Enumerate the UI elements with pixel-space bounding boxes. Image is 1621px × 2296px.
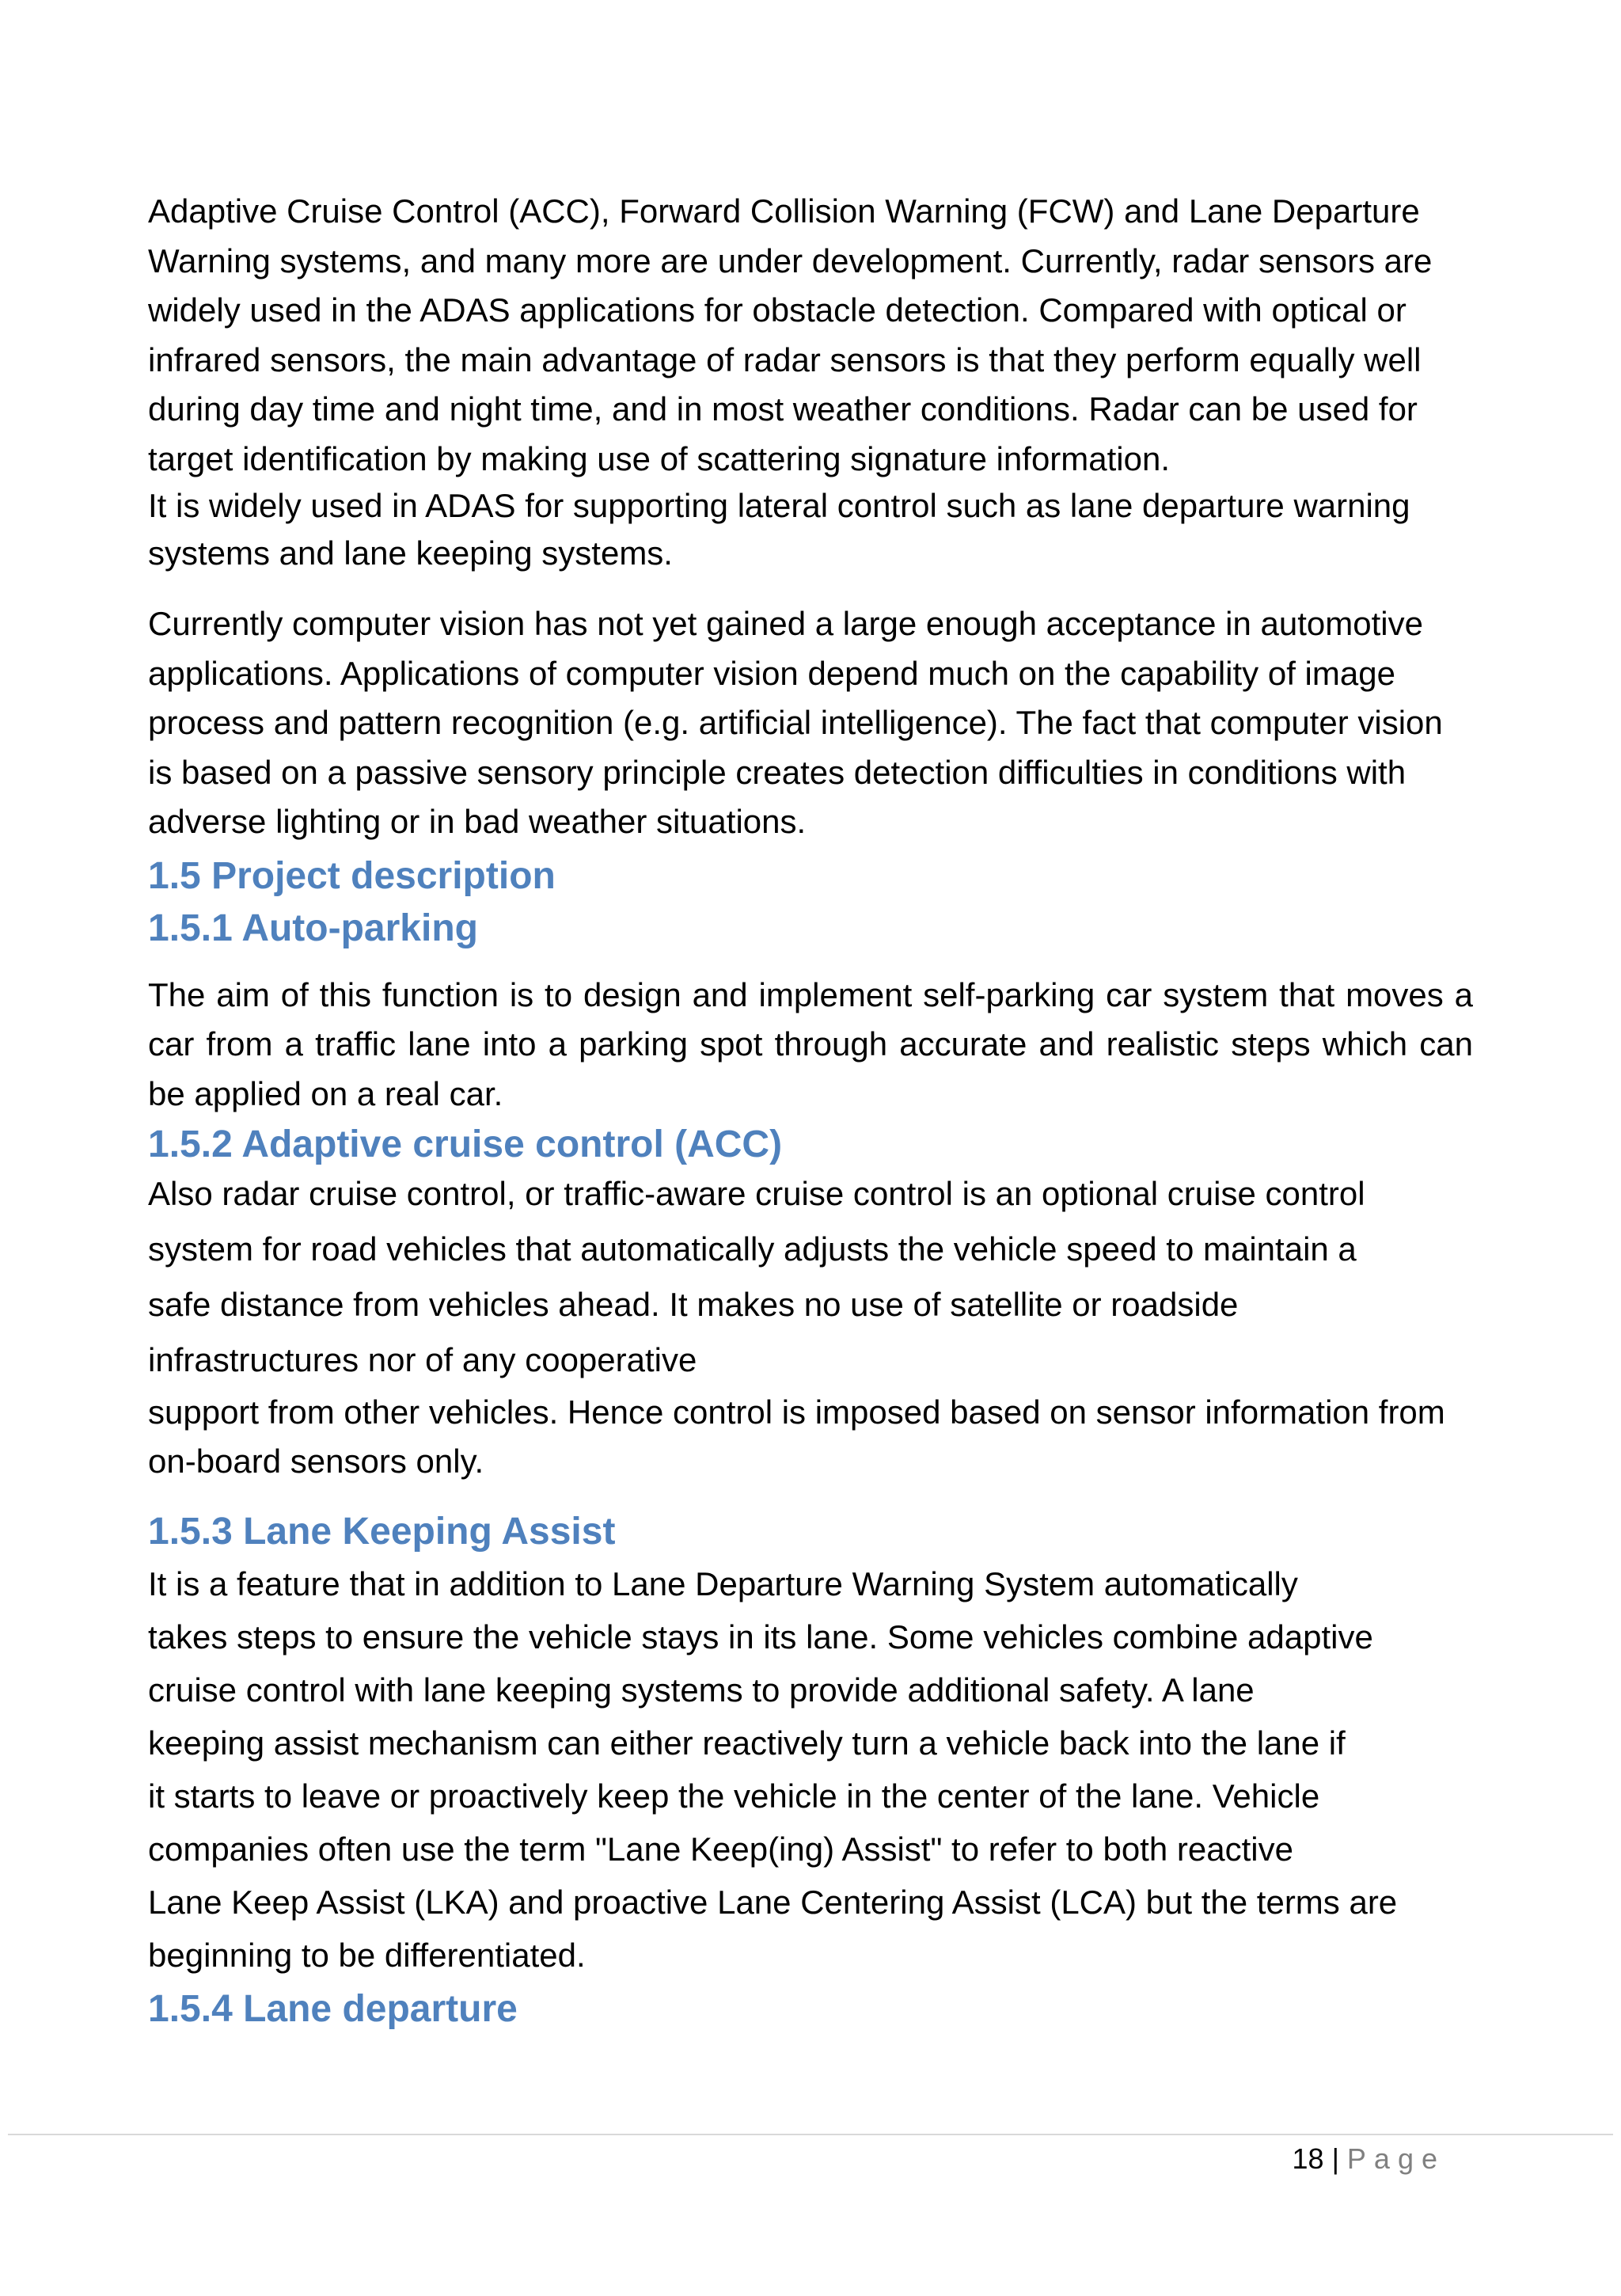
paragraph-lane-keeping-assist bbox=[148, 1557, 1473, 1982]
heading-lane-keeping-assist: 1.5.3 Lane Keeping Assist bbox=[148, 1511, 616, 1553]
lka-line: It is a feature that in addition to Lane Departure Warning System automatically bbox=[148, 1565, 1298, 1602]
acc-line-4: infrastructures nor of any cooperative bbox=[148, 1341, 697, 1378]
lka-line: keeping assist mechanism can either reactively turn a vehicle back into the lane if bbox=[148, 1724, 1346, 1762]
lka-line: it starts to leave or proactively keep the vehicle in the center of the lane. Vehicle bbox=[148, 1777, 1320, 1815]
paragraph-acc-continued: support from other vehicles. Hence control is imposed based on sensor information from on-board sensors only. bbox=[148, 1393, 1445, 1480]
acc-line-1: Also radar cruise control, or traffic-aware cruise control is an optional cruise control bbox=[148, 1175, 1365, 1212]
page-footer bbox=[1293, 2141, 1445, 2177]
page-label: Page bbox=[1346, 2142, 1445, 2175]
document-body bbox=[148, 187, 1473, 2036]
paragraph-auto-parking: The aim of this function is to design and implement self-parking car system that moves a car from a traffic lane into a parking spot through accurate and realistic steps which can be applied on a real car. bbox=[148, 975, 1473, 1112]
lka-line: companies often use the term "Lane Keep(ing) Assist" to refer to both reactive bbox=[148, 1830, 1293, 1868]
footer-separator: | bbox=[1331, 2142, 1339, 2175]
acc-line-3: safe distance from vehicles ahead. It makes no use of satellite or roadside bbox=[148, 1286, 1239, 1323]
heading-lane-departure: 1.5.4 Lane departure bbox=[148, 1988, 518, 2030]
acc-line-2: system for road vehicles that automatically adjusts the vehicle speed to maintain a bbox=[148, 1230, 1357, 1268]
lka-line: cruise control with lane keeping systems to provide additional safety. A lane bbox=[148, 1671, 1255, 1709]
paragraph-computer-vision: Currently computer vision has not yet gained a large enough acceptance in automotive applications. Applications of computer vision depend much on the capability of image process and pattern recognition (e.g. artificial intelligence). The fact that computer vision is based on a passive sensory principle creates detection difficulties in conditions with adverse lighting or in bad weather situations. bbox=[148, 605, 1443, 840]
heading-auto-parking: 1.5.1 Auto-parking bbox=[148, 907, 478, 949]
page-number: 18 bbox=[1292, 2142, 1324, 2175]
footer-divider bbox=[8, 2134, 1613, 2135]
lka-line: Lane Keep Assist (LKA) and proactive Lane Centering Assist (LCA) but the terms are bbox=[148, 1884, 1398, 1921]
lka-line: beginning to be differentiated. bbox=[148, 1937, 586, 1974]
lka-line: takes steps to ensure the vehicle stays in its lane. Some vehicles combine adaptive bbox=[148, 1618, 1373, 1655]
heading-project-description: 1.5 Project description bbox=[148, 854, 556, 897]
paragraph-acc bbox=[148, 1166, 1473, 1388]
paragraph-acc-intro: Adaptive Cruise Control (ACC), Forward Collision Warning (FCW) and Lane Departure Warning systems, and many more are under development. Currently, radar sensors are widely used in the ADAS applications for obstacle detection. Compared with optical or infrared sensors, the main advantage of radar sensors is that they perform equally well during day time and night time, and in most weather conditions. Radar can be used for target identification by making use of scattering signature information. bbox=[148, 192, 1433, 477]
heading-adaptive-cruise-control: 1.5.2 Adaptive cruise control (ACC) bbox=[148, 1123, 783, 1165]
paragraph-lateral-control: It is widely used in ADAS for supporting lateral control such as lane departure warning systems and lane keeping systems. bbox=[148, 487, 1410, 572]
